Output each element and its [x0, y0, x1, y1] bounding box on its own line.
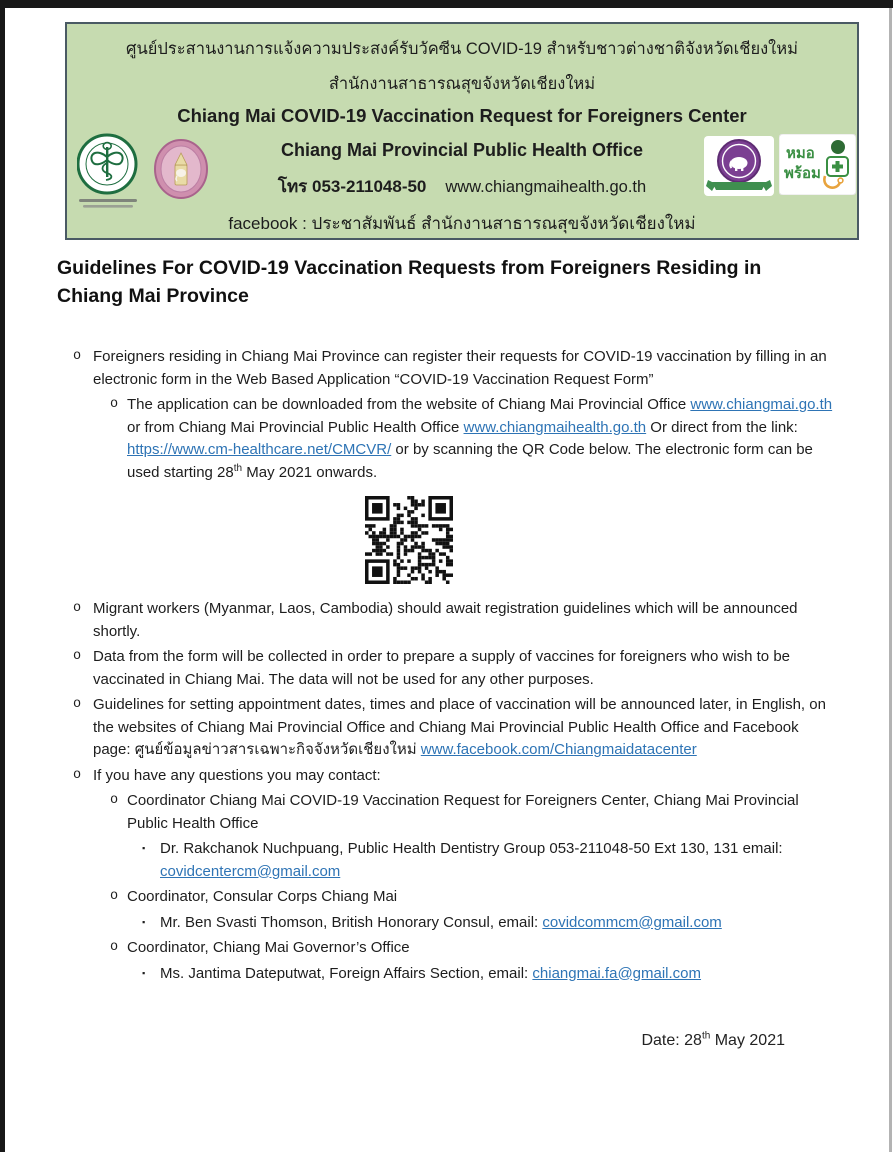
ministry-of-public-health-logo	[77, 133, 157, 248]
list-item-text	[93, 346, 893, 391]
list-item	[0, 346, 893, 391]
text-run: Ms. Jantima Dateputwat, Foreign Affairs Section, email:	[160, 964, 533, 982]
mor-prom-icon	[779, 134, 856, 195]
list-item	[0, 963, 893, 986]
letterhead-center-name: Chiang Mai COVID-19 Vaccination Request for Foreigners Center	[177, 105, 747, 126]
text-run: Coordinator, Consular Corps Chiang Mai	[127, 888, 398, 905]
bullet-marker: o	[73, 697, 82, 712]
phone-number: โทร 053-211048-50	[277, 177, 427, 196]
list-item-text	[127, 394, 893, 484]
bullet-list	[0, 346, 893, 988]
inline-link[interactable]: chiangmai.fa@gmail.com	[532, 964, 702, 982]
elephant-seal-icon	[154, 139, 208, 199]
letterhead-thai-line2: สำนักงานสาธารณสุขจังหวัดเชียงใหม่	[328, 75, 596, 93]
letterhead-facebook-line: facebook : ประชาสัมพันธ์ สำนักงานสาธารณสุขจังหวัดเชียงใหม่	[228, 214, 696, 233]
list-item-text	[160, 912, 893, 935]
list-item-text	[160, 838, 893, 883]
text-run: Date: 28	[641, 1032, 702, 1049]
bullet-marker: o	[73, 349, 82, 364]
purple-elephant-seal-icon	[704, 136, 774, 196]
text-run: Coordinator Chiang Mai COVID-19 Vaccination Request for Foreigners Center, Chiang Mai Provincial Public Health Office	[127, 792, 799, 832]
text-run: or by scanning the QR Code below. The electronic form can be used starting 28	[127, 441, 813, 481]
text-run: Migrant workers (Myanmar, Laos, Cambodia) should await registration guidelines which will be announced shortly.	[93, 600, 798, 640]
cm-public-health-office-seal-logo	[704, 136, 774, 201]
bullet-marker: o	[73, 601, 82, 616]
text-run: or from Chiang Mai Provincial Public Health Office	[127, 418, 464, 436]
list-item	[0, 694, 893, 762]
inline-link[interactable]: covidcentercm@gmail.com	[160, 862, 341, 880]
bullet-marker: o	[73, 767, 82, 783]
chiang-mai-province-seal-logo	[154, 139, 208, 204]
mor-prom-logo	[779, 134, 856, 200]
bullet-marker: o	[110, 940, 119, 955]
top-edge-bar	[0, 0, 893, 8]
svg-text:หมอ: หมอ	[786, 145, 815, 162]
date-line	[641, 1032, 785, 1050]
list-item-text	[93, 646, 893, 691]
bullet-marker: o	[73, 649, 82, 664]
text-run: Data from the form will be collected in order to prepare a supply of vaccines for foreigners who wish to be vaccinated in Chiang Mai. The data will not be used for any other purposes.	[93, 648, 791, 688]
list-item	[0, 912, 893, 935]
list-item	[0, 765, 893, 788]
list-item-text	[93, 765, 893, 788]
bullet-marker: o	[110, 397, 119, 412]
list-item	[0, 790, 893, 835]
caduceus-seal-icon	[77, 133, 157, 243]
list-item-text	[93, 694, 893, 762]
text-run: May 2021 onwards.	[242, 463, 378, 481]
text-run: Dr. Rakchanok Nuchpuang, Public Health Dentistry Group 053-211048-50 Ext 130, 131 email:	[160, 840, 783, 857]
inline-link[interactable]: www.facebook.com/Chiangmaidatacenter	[420, 741, 697, 758]
bullet-marker: o	[110, 889, 119, 904]
list-item	[0, 838, 893, 883]
list-item-text	[160, 963, 893, 986]
svg-text:พร้อม: พร้อม	[784, 165, 821, 182]
superscript-text: th	[701, 1030, 711, 1042]
letterhead-thai-line1: ศูนย์ประสานงานการแจ้งความประสงค์รับวัคซีน COVID-19 สำหรับชาวต่างชาติจังหวัดเชียงใหม่	[126, 40, 798, 58]
text-run: Mr. Ben Svasti Thomson, British Honorary Consul, email:	[160, 913, 543, 931]
list-item	[0, 646, 893, 691]
list-item-text	[127, 886, 893, 909]
bullet-marker: ▪	[141, 968, 147, 979]
list-item-text	[127, 937, 893, 960]
text-run: If you have any questions you may contact:	[93, 766, 381, 784]
list-item	[0, 598, 893, 643]
text-run: Coordinator, Chiang Mai Governor’s Office	[127, 939, 410, 956]
website-text: www.chiangmaihealth.go.th	[445, 178, 647, 196]
letterhead-box	[65, 22, 859, 240]
letterhead-office-name: Chiang Mai Provincial Public Health Office	[280, 140, 644, 160]
list-item	[0, 886, 893, 909]
inline-link[interactable]: covidcommcm@gmail.com	[542, 913, 722, 931]
text-run: May 2021	[710, 1032, 785, 1049]
inline-link[interactable]: https://www.cm-healthcare.net/CMCVR/	[127, 441, 392, 458]
superscript-text: th	[233, 462, 243, 474]
text-run: Guidelines for setting appointment dates, times and place of vaccination will be announced later, in English, on the websites of Chiang Mai Provincial Office and Chiang Mai Provincial Public Health Office and Facebook page: ศูนย์ข้อมูลข่าวสารเฉพาะกิจจังหวัดเชียงใหม่	[93, 696, 826, 758]
list-item-text	[93, 598, 893, 643]
bullet-marker: ▪	[141, 844, 147, 854]
text-run: Foreigners residing in Chiang Mai Province can register their requests for COVID-19 vaccination by filling in an electronic form in the Web Based Application “COVID-19 Vaccination Request Form”	[93, 348, 827, 388]
inline-link[interactable]: www.chiangmaihealth.go.th	[463, 418, 647, 436]
bullet-marker: o	[110, 793, 119, 808]
text-run: Or direct from the link:	[646, 418, 798, 436]
qr-code	[365, 496, 453, 584]
list-item	[0, 394, 893, 484]
list-item	[0, 937, 893, 960]
page-title: Guidelines For COVID-19 Vaccination Requests from Foreigners Residing in Chiang Mai Province	[57, 257, 762, 307]
bullet-marker: ▪	[141, 917, 147, 928]
list-item-text	[127, 790, 893, 835]
inline-link[interactable]: www.chiangmai.go.th	[690, 396, 833, 413]
text-run: The application can be downloaded from the website of Chiang Mai Provincial Office	[127, 396, 691, 413]
